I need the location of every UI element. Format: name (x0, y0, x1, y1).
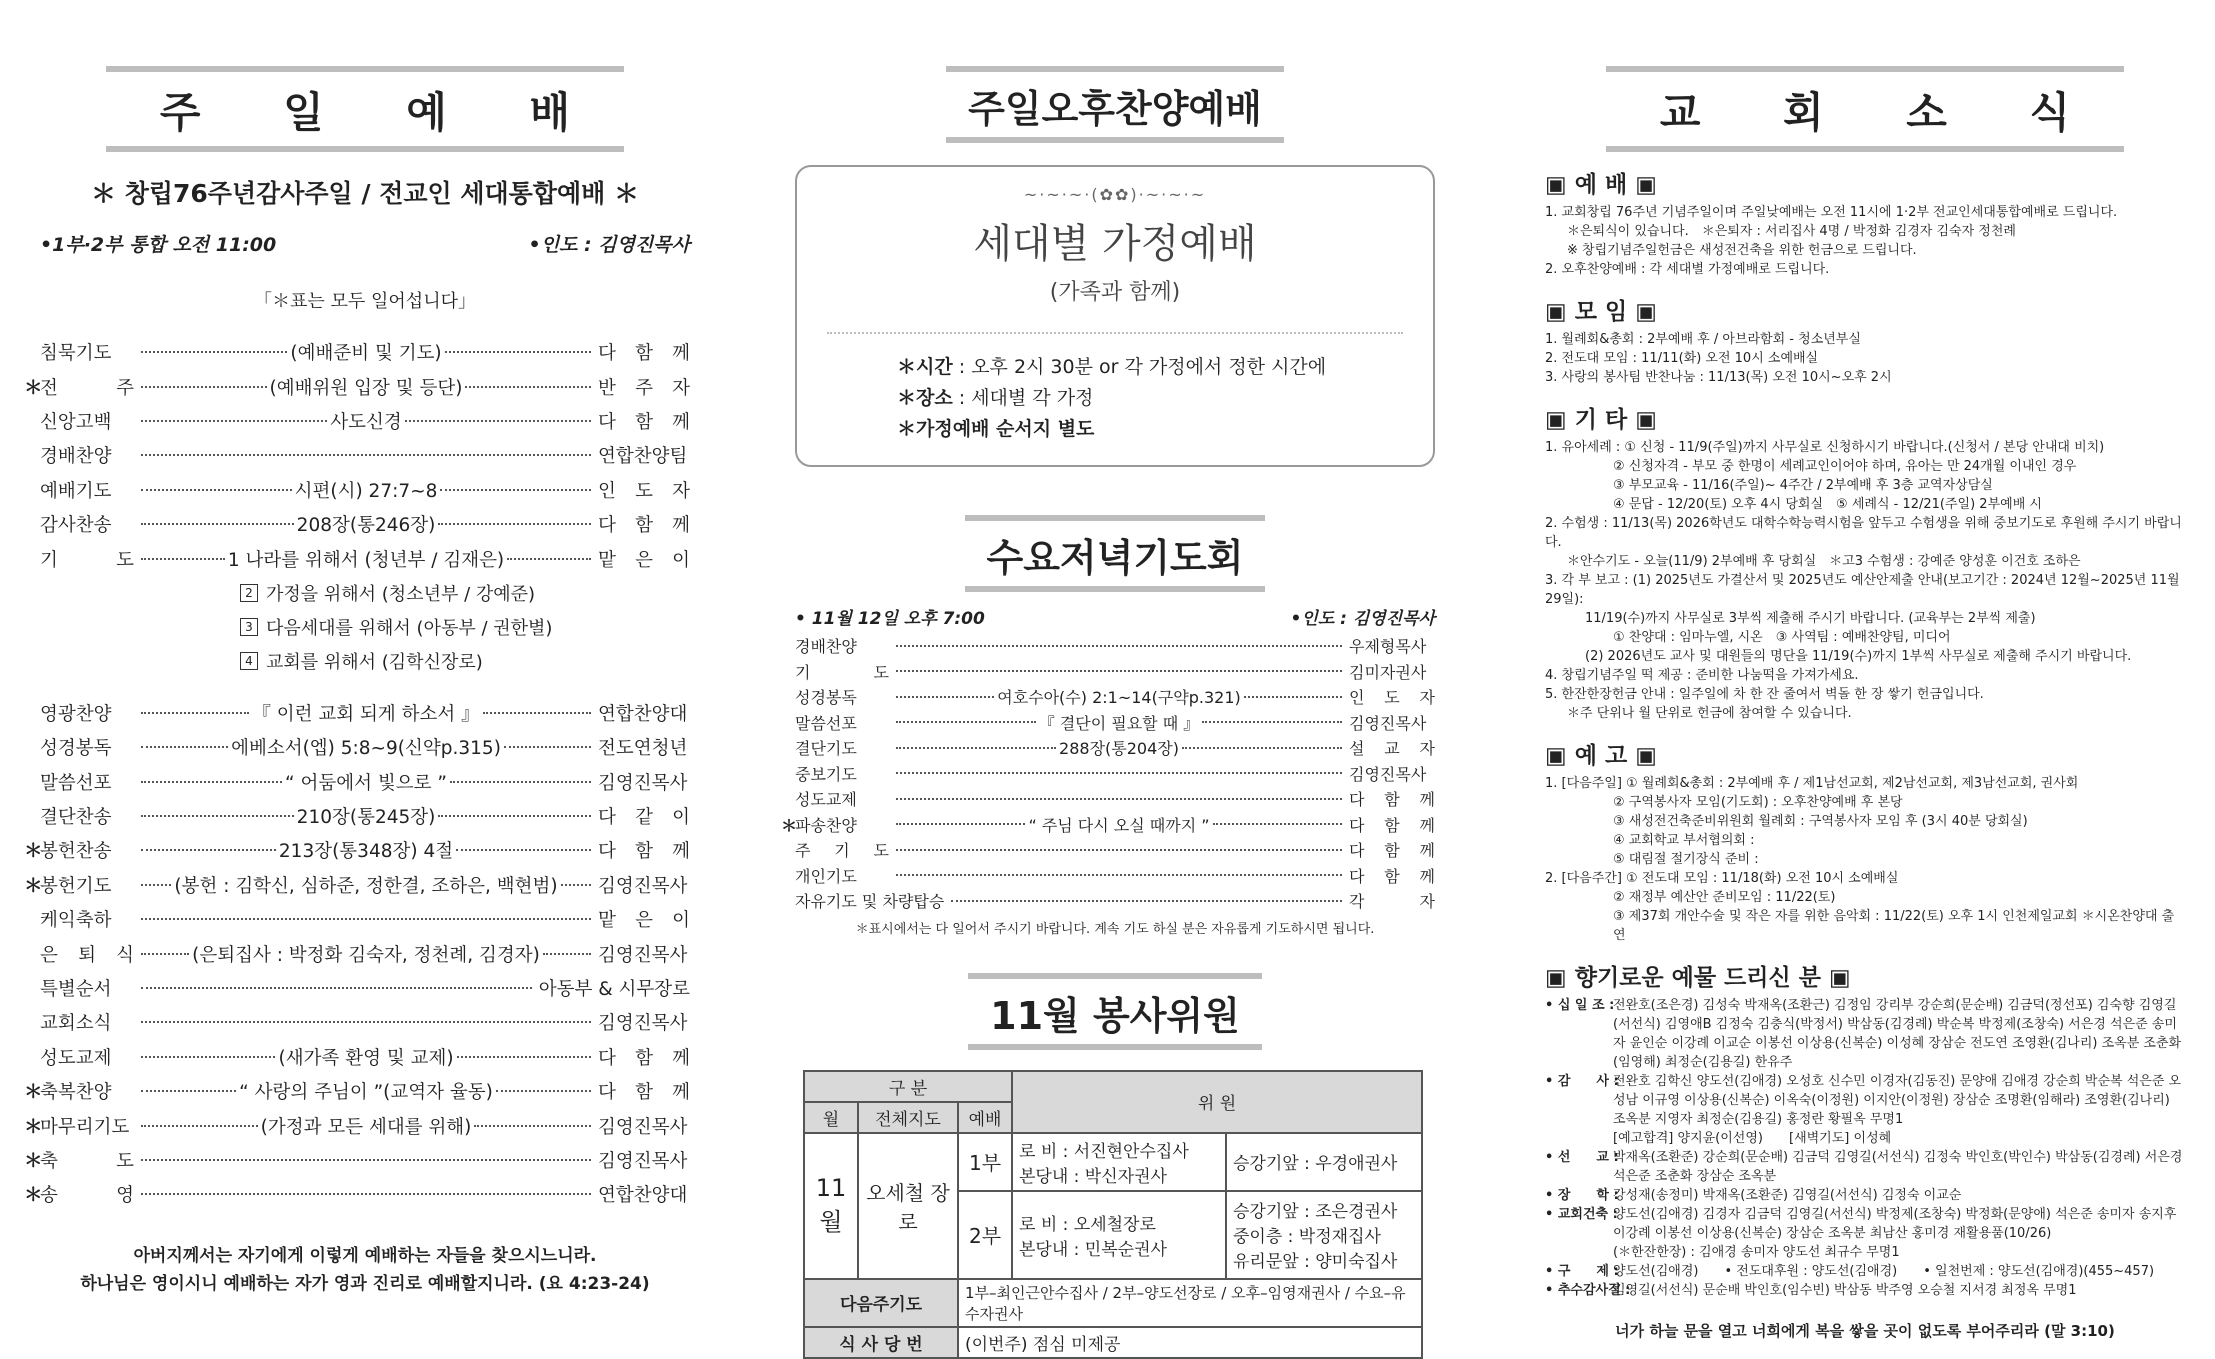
donor-row (1545, 1186, 2185, 1205)
order-row (40, 971, 690, 1005)
order-star: ＊ (24, 1185, 43, 1207)
scripture-footer: 아버지께서는 자기에게 이렇게 예배하는 자들을 찾으시느니라. 하나님은 영이시니 예배하는 자가 영과 진리로 예배할지니라. (요 4:23-24) (80, 1245, 650, 1294)
order-person: 설 교 자 (1349, 739, 1435, 759)
order-label: 주 기 도 (795, 841, 889, 861)
prayer-text: 다음세대를 위해서 (아동부 / 권한별) (266, 617, 553, 639)
order-row (40, 765, 690, 799)
notice-item: 4. 창립기념주일 떡 제공 : 준비한 나눔떡을 가져가세요. (1545, 668, 1859, 683)
order-label: 전 주 (40, 377, 134, 399)
order-leader-dots (138, 1078, 594, 1104)
donor-category: • 추수감사절 : (1545, 1283, 1631, 1298)
order-star: ＊ (24, 1082, 43, 1104)
offering-donors (1545, 996, 2185, 1300)
order-person: 연합찬양대 (598, 703, 688, 725)
order-label: 봉헌기도 (40, 875, 112, 897)
order-person: 맡 은 이 (598, 910, 690, 932)
order-content: (새가족 환영 및 교제) (278, 1047, 454, 1069)
order-leader-dots (138, 918, 594, 920)
order-label: 축복찬양 (40, 1082, 112, 1104)
order-content: (가정과 모든 세대를 위해) (260, 1116, 472, 1138)
order-leader-dots (138, 374, 594, 400)
order-leader-dots (893, 874, 1345, 876)
order-row (24, 1177, 690, 1211)
donor-row (1545, 1129, 2185, 1148)
order-leader-dots (893, 670, 1345, 672)
order-star: ＊ (781, 815, 798, 835)
order-content: 210장(통245장) (296, 807, 436, 829)
notice-item: 1. 월례회&총회 : 2부예배 후 / 아브라함회 - 청소년부실 (1545, 332, 1861, 347)
notice-item: 2. 수험생 : 11/13(목) 2026학년도 대학수학능력시험을 앞두고 수험생을 위해 중보기도로 후원해 주시기 바랍니다. (1545, 516, 2182, 550)
notice-item: 2. 전도대 모임 : 11/11(화) 오전 10시 소예배실 (1545, 351, 1819, 366)
order-label: 말씀선포 (795, 713, 857, 733)
order-person: 다 함 께 (598, 343, 690, 365)
section-meetings: ▣ 모 임 ▣ (1545, 299, 1657, 325)
wednesday-time: • 11월 12일 오후 7:00 (795, 609, 985, 629)
prayer-text: 가정을 위해서 (청소년부 / 강예준) (266, 583, 536, 605)
order-leader-dots (893, 685, 1345, 708)
order-leader-dots (138, 769, 594, 795)
donor-category: • 감 사 : (1545, 1074, 1619, 1089)
order-row (40, 438, 690, 472)
order-leader-dots (138, 339, 594, 365)
notice-item: 1. 유아세례 : ① 신청 - 11/9(주일)까지 사무실로 신청하시기 바랍니다.(신청서 / 본당 안내대 비치) (1545, 440, 2105, 455)
offering-footer: 너가 하늘 문을 열고 너희에게 복을 쌓을 곳이 없도록 부어주리라 (말 3:10) (1615, 1322, 2115, 1340)
donor-names: 김영길(서선식) 문순배 박인호(임수빈) 박삼동 박주영 오승철 지서경 최정옥 무명1 (1613, 1283, 2077, 1298)
order-star: ＊ (24, 875, 43, 897)
notice-item: ＊주 단위나 월 단위로 헌금에 참여할 수 있습니다. (1567, 706, 1852, 721)
order-leader-dots (138, 803, 594, 829)
order-row (40, 1040, 690, 1074)
order-leader-dots (138, 1044, 594, 1070)
order-label: 성경봉독 (795, 688, 857, 708)
order-content: (은퇴집사 : 박정화 김숙자, 정천례, 김경자) (192, 944, 540, 966)
order-person: 다 함 께 (598, 1047, 690, 1069)
order-label: 개인기도 (795, 866, 857, 886)
etc-notices (1545, 438, 2185, 723)
order-person: 맡 은 이 (598, 549, 690, 571)
order-star: ＊ (24, 841, 43, 863)
order-label: 봉헌찬송 (40, 841, 112, 863)
order-leader-dots (138, 1159, 594, 1161)
order-label: 마무리기도 (40, 1116, 130, 1138)
notice-item: ＊은퇴식이 있습니다. ＊은퇴자 : 서리집사 4명 / 박정화 김경자 김숙자 정천례 (1567, 224, 2016, 239)
order-content: “ 주님 다시 오실 때까지 ” (1028, 815, 1210, 835)
order-person: 반 주 자 (598, 377, 690, 399)
church-news-column (1545, 0, 2185, 1340)
order-row (40, 335, 690, 369)
order-star: ＊ (24, 1116, 43, 1138)
order-label: 침묵기도 (40, 343, 112, 365)
donor-category: • 구 제 : (1545, 1264, 1619, 1279)
order-row (40, 507, 690, 541)
prayer-number: 4 (240, 652, 258, 670)
service-leader: •인도 : 김영진목사 (528, 234, 690, 256)
order-leader-dots (138, 837, 594, 863)
order-content: 에베소서(엡) 5:8~9(신약p.315) (231, 738, 501, 760)
order-label: 예배기도 (40, 480, 112, 502)
order-row (24, 369, 690, 403)
order-leader-dots (138, 734, 594, 760)
donor-names: 전완호(조은경) 김성숙 박재옥(조환근) 김정임 강리부 강순희(문순배) 김금덕(정선포) 김숙향 김영길(서선식) 김영애B 김정숙 김충식(박정서) 박삼동(김경례) 박순복 박정제(조창숙) 서은경 석은준 송미자 윤인순 이강례 이교순 이봉선 이상용(신복순) 이성혜 장삼순 전도연 조영환(김나리) 조옥분 조춘화(임영해) 최정순(김용길) 한유주 (1613, 998, 2182, 1070)
family-worship-place: ＊장소 : 세대별 각 가정 (897, 387, 1094, 409)
donor-category: • 십 일 조 : (1545, 998, 1615, 1013)
order-person: 인 도 자 (598, 480, 690, 502)
sunday-service-column (24, 0, 690, 1294)
prayer-number: 2 (240, 584, 258, 602)
order-person: 다 함 께 (1349, 841, 1435, 861)
order-of-worship-part2 (24, 696, 690, 1212)
order-content: 『 이런 교회 되게 하소서 』 (252, 703, 480, 725)
notice-item: ③ 새성전건축준비위원회 월례회 : 구역봉사자 모임 후 (3시 40분 당회실) (1613, 814, 2028, 829)
service-time-row (40, 230, 690, 257)
order-content: 288장(통204장) (1059, 739, 1179, 759)
notice-item: 2. [다음주간] ① 전도대 모임 : 11/18(화) 오전 10시 소예배실 (1545, 871, 1899, 886)
wednesday-order (781, 633, 1435, 914)
donor-row (1545, 1243, 2185, 1262)
order-row (40, 473, 690, 507)
order-person: 전도연청년 (598, 738, 688, 760)
order-label: 신앙고백 (40, 411, 112, 433)
prayer-item (40, 576, 690, 610)
order-label: 중보기도 (795, 764, 857, 784)
notice-item: 1. 교회창립 76주년 기념주일이며 주일낮예배는 오전 11시에 1·2부 전교인세대통합예배로 드립니다. (1545, 205, 2118, 220)
order-leader-dots (893, 736, 1345, 759)
service-subtitle: ＊ 창립76주년감사주일 / 전교인 세대통합예배 ＊ (91, 179, 639, 208)
order-person: 김영진목사 (598, 944, 688, 966)
notice-item: ① 찬양대 : 임마누엘, 시온 ③ 사역팀 : 예배찬양팀, 미디어 (1613, 630, 1951, 645)
order-leader-dots (948, 900, 1345, 902)
notice-item: ⑤ 대림절 절기장식 준비 : (1613, 852, 1759, 867)
donor-row (1545, 996, 2185, 1072)
order-row (795, 863, 1435, 889)
order-label: 감사찬송 (40, 515, 112, 537)
church-news-title: 교 회 소 식 (1545, 66, 2185, 152)
order-row (40, 1005, 690, 1039)
order-label: 교회소식 (40, 1013, 112, 1035)
order-leader-dots (893, 711, 1345, 734)
notice-item: ④ 문답 - 12/20(토) 오후 4시 당회실 ⑤ 세례식 - 12/21(주일) 2부예배 시 (1613, 497, 2042, 512)
order-row (24, 1074, 690, 1108)
afternoon-column (781, 0, 1435, 1355)
order-leader-dots (893, 645, 1345, 647)
notice-item: 5. 한잔한장헌금 안내 : 일주일에 차 한 잔 줄여서 벽돌 한 장 쌓기 헌금입니다. (1545, 687, 1984, 702)
notice-item: 11/19(수)까지 사무실로 3부씩 제출해 주시기 바랍니다. (교육부는 2부씩 제출) (1585, 611, 2036, 626)
order-label: 결단찬송 (40, 807, 112, 829)
notice-item: ② 재정부 예산안 준비모임 : 11/22(토) (1613, 890, 1836, 905)
order-label: 경배찬양 (795, 637, 857, 657)
notice-item: ② 구역봉사자 모임(기도회) : 오후찬양예배 후 본당 (1613, 795, 1903, 810)
service-time: •1부·2부 통합 오전 11:00 (40, 234, 277, 256)
notice-item: ③ 제37회 개안수술 및 작은 자를 위한 음악회 : 11/22(토) 오후 1시 인천제일교회 ＊시온찬양대 출연 (1613, 909, 2175, 943)
order-leader-dots (138, 477, 594, 503)
order-leader-dots (893, 772, 1345, 774)
order-person: 김영진목사 (1349, 764, 1427, 784)
order-content: (봉헌 : 김학신, 심하준, 정한결, 조하은, 백현범) (174, 875, 558, 897)
worship-notices (1545, 203, 2185, 279)
order-content: 『 결단이 필요할 때 』 (1038, 713, 1200, 733)
order-person: 각 자 (1349, 892, 1435, 912)
notice-item: ④ 교회학교 부서협의회 : (1613, 833, 1755, 848)
order-person: 다 함 께 (1349, 815, 1435, 835)
donor-names: (＊한잔한장) : 김애경 송미자 양도선 최규수 무명1 (1613, 1245, 1900, 1260)
section-preview: ▣ 예 고 ▣ (1545, 743, 1657, 769)
service-committee-title: 11월 봉사위원 (795, 973, 1435, 1050)
order-row (24, 868, 690, 902)
donor-names: 박재옥(조환준) 강순희(문순배) 김금덕 김영길(서선식) 김정숙 박인호(박인수) 박삼동(김경례) 서은경 석은준 조춘화 장삼순 조옥분 (1613, 1150, 2183, 1184)
donor-category (1545, 1243, 1613, 1262)
order-person: 다 함 께 (598, 515, 690, 537)
donor-names: 양도선(김애경) 김경자 김금덕 김영길(서선식) 박정제(조창숙) 박정화(문양애) 석은준 송미자 송지후 이강례 이봉선 이상용(신복순) 장삼순 조옥분 최남산 홍미경 재활용품(10/26) (1613, 1207, 2177, 1241)
order-leader-dots (893, 813, 1345, 836)
order-leader-dots (138, 1193, 594, 1195)
prayer-number: 3 (240, 618, 258, 636)
order-leader-dots (893, 798, 1345, 800)
order-person: 우제형목사 (1349, 637, 1427, 657)
order-person: 인 도 자 (1349, 688, 1435, 708)
order-leader-dots (138, 700, 594, 726)
donor-names: 양도선(김애경) • 전도대후원 : 양도선(김애경) • 일천번제 : 양도선(김애경)(455~457) (1613, 1264, 2155, 1279)
order-row (795, 735, 1435, 761)
order-row (795, 761, 1435, 787)
order-row (24, 833, 690, 867)
donor-category: • 교회건축 : (1545, 1207, 1618, 1222)
order-content: 213장(통348장) 4절 (278, 841, 454, 863)
order-row (40, 902, 690, 936)
order-person: 연합찬양팀 (598, 446, 688, 468)
notice-item: (2) 2026년도 교사 및 대원들의 명단을 11/19(수)까지 1부씩 사무실로 제출해 주시기 바랍니다. (1585, 649, 2132, 664)
notice-item: 3. 사랑의 봉사팀 반찬나눔 : 11/13(목) 오전 10시~오후 2시 (1545, 370, 1892, 385)
order-label: 말씀선포 (40, 772, 112, 794)
order-person: 연합찬양대 (598, 1185, 688, 1207)
order-label: 축 도 (40, 1151, 134, 1172)
order-row (24, 1143, 690, 1177)
donor-row (1545, 1148, 2185, 1186)
order-row (795, 633, 1435, 659)
order-person: 다 함 께 (1349, 866, 1435, 886)
order-content: 사도신경 (330, 411, 402, 433)
order-person: 다 함 께 (598, 411, 690, 433)
afternoon-service-title: 주일오후찬양예배 (795, 66, 1435, 143)
donor-names: 강성재(송정미) 박재옥(조환준) 김영길(서선식) 김정숙 이교순 (1613, 1188, 1962, 1203)
notice-item: ※ 창립기념주일헌금은 새성전건축을 위한 헌금으로 드립니다. (1567, 243, 1917, 258)
family-worship-title: 세대별 가정예배 (973, 221, 1257, 267)
order-of-worship-part1 (24, 335, 690, 576)
family-worship-subtitle: (가족과 함께) (1049, 280, 1181, 305)
order-row (795, 659, 1435, 685)
donor-category: • 장 학 : (1545, 1188, 1619, 1203)
ornament-icon: ~·~·~·(✿✿)·~·~·~ (1023, 185, 1207, 204)
order-leader-dots (138, 546, 594, 572)
order-row (795, 837, 1435, 863)
order-leader-dots (893, 849, 1345, 851)
section-etc: ▣ 기 타 ▣ (1545, 407, 1657, 433)
order-leader-dots (138, 987, 535, 989)
meeting-notices (1545, 330, 2185, 387)
order-label: 기 도 (40, 549, 134, 571)
notice-item: ② 신청자격 - 부모 중 한명이 세례교인이어야 하며, 유아는 만 24개월 이내인 경우 (1613, 459, 2077, 474)
order-label: 경배찬양 (40, 446, 112, 468)
order-row (795, 684, 1435, 710)
order-row (781, 812, 1435, 838)
wednesday-note: ＊표시에서는 다 일어서 주시기 바랍니다. 계속 기도 하실 분은 자유롭게 기도하시면 됩니다. (855, 921, 1375, 937)
order-label: 기 도 (795, 662, 889, 682)
donor-names: [예고합격] 양지윤(이선영) [새벽기도] 이성혜 (1613, 1131, 1892, 1146)
order-row (40, 730, 690, 764)
family-worship-order-note: ＊가정예배 순서지 별도 (897, 418, 1095, 440)
order-row (24, 1108, 690, 1142)
order-person: 아동부 & 시무장로 (538, 979, 690, 1001)
order-star: ＊ (24, 1151, 43, 1172)
order-label: 특별순서 (40, 979, 112, 1001)
donor-names: 전완호 김학신 양도선(김애경) 오성호 신수민 이경자(김동진) 문양애 김애경 강순희 박순복 석은준 오성남 이규영 이상용(신복순) 이옥숙(이정원) 이지안(이정원) 장삼순 조명환(임해라) 조영환(김나리) 조옥분 지영자 최정순(김용길) 홍정란 황필옥 무명1 (1613, 1074, 2182, 1127)
donor-category: • 선 교 : (1545, 1150, 1619, 1165)
order-row (795, 710, 1435, 736)
sunday-service-title: 주 일 예 배 (40, 66, 690, 152)
order-leader-dots (138, 454, 594, 456)
family-worship-time: ＊시간 : 오후 2시 30분 or 각 가정에서 정한 시간에 (897, 356, 1327, 378)
order-leader-dots (138, 408, 594, 434)
notice-item: ＊안수기도 - 오늘(11/9) 2부예배 후 당회실 ＊고3 수험생 : 강예준 양성훈 이건호 조하은 (1567, 554, 2081, 569)
order-row (40, 404, 690, 438)
order-label: 은 퇴 식 (40, 944, 134, 966)
order-leader-dots (138, 872, 594, 898)
notice-item: 1. [다음주일] ① 월례회&총회 : 2부예배 후 / 제1남선교회, 제2남선교회, 제3남선교회, 권사회 (1545, 776, 2079, 791)
order-row (40, 696, 690, 730)
order-content: “ 어둠에서 빛으로 ” (285, 772, 447, 794)
order-row (40, 541, 690, 575)
order-person: 김영진목사 (598, 875, 688, 897)
order-person: 다 함 께 (598, 841, 690, 863)
wednesday-time-row (795, 604, 1435, 629)
order-leader-dots (138, 1021, 594, 1023)
order-label: 영광찬양 (40, 703, 112, 725)
order-person: 김영진목사 (598, 1151, 688, 1172)
order-content: 시편(시) 27:7~8 (294, 480, 438, 502)
order-label: 송 영 (40, 1185, 134, 1207)
order-label: 성도교제 (795, 790, 857, 810)
donor-row (1545, 1072, 2185, 1129)
order-content: “ 사랑의 주님이 ”(교역자 율동) (239, 1082, 493, 1104)
prayer-text: 교회를 위해서 (김학신장로) (266, 651, 483, 673)
notice-item: ③ 부모교육 - 11/16(주일)~ 4주간 / 2부예배 후 3층 교역자상담실 (1613, 478, 1993, 493)
order-person: 다 같 이 (598, 807, 690, 829)
order-row (40, 936, 690, 970)
standing-note: 「＊표는 모두 일어섭니다」 (254, 291, 476, 312)
order-leader-dots (138, 511, 594, 537)
notice-item: 3. 각 부 보고 : (1) 2025년도 가결산서 및 2025년도 예산안제출 안내(보고기간 : 2024년 12월~2025년 11월 29일): (1545, 573, 2180, 607)
prayer-item (40, 644, 690, 678)
order-content: 여호수아(수) 2:1~14(구약p.321) (997, 688, 1241, 708)
family-worship-box (795, 165, 1435, 467)
preview-notices (1545, 774, 2185, 945)
section-offerings: ▣ 향기로운 예물 드리신 분 ▣ (1545, 965, 1851, 991)
donor-row (1545, 1281, 2185, 1300)
order-label: 성도교제 (40, 1047, 112, 1069)
order-person: 김영진목사 (598, 772, 688, 794)
donor-row (1545, 1205, 2185, 1243)
order-row (40, 799, 690, 833)
prayer-list (40, 576, 690, 678)
order-label: 자유기도 및 차량탑승 (795, 892, 945, 912)
order-person: 김미자권사 (1349, 662, 1427, 682)
order-row (795, 888, 1435, 914)
prayer-item (40, 610, 690, 644)
order-person: 김영진목사 (598, 1013, 688, 1035)
order-content: (예배준비 및 기도) (290, 343, 442, 365)
order-content: 1 나라를 위해서 (청년부 / 김재은) (227, 549, 505, 571)
order-person: 김영진목사 (598, 1116, 688, 1138)
order-person: 다 함 께 (1349, 790, 1435, 810)
donor-category (1545, 1129, 1613, 1148)
order-leader-dots (138, 1113, 594, 1139)
order-label: 파송찬양 (795, 815, 857, 835)
wednesday-prayer-title: 수요저녁기도회 (795, 515, 1435, 592)
wednesday-leader: •인도 : 김영진목사 (1290, 609, 1435, 629)
order-star: ＊ (24, 377, 43, 399)
order-label: 결단기도 (795, 739, 857, 759)
order-label: 성경봉독 (40, 738, 112, 760)
service-committee-table: 구 분 위 원 월 전체지도 예배 11월 오세철 장로 1부 로 비 : 서진현안수집사 본당내 : 박신자권사 승강기앞 : 우경애권사 2부 로 비 : 오세철장로 본당내 : 민복순권사 승강기앞 : 조은경권사 중이층 : 박정재집사 유리문앞 : 양미숙집사 다음주기도 1부–최인근안수집사 / 2부–양도선장로 / 오후–임영재권사 / 수요–유수자권사 식 사 당 번 (이번주) 점심 미제공 (803, 1070, 1423, 1359)
notice-item: 2. 오후찬양예배 : 각 세대별 가정예배로 드립니다. (1545, 262, 1830, 277)
order-row (795, 786, 1435, 812)
section-worship: ▣ 예 배 ▣ (1545, 172, 1657, 198)
order-content: 208장(통246장) (296, 515, 436, 537)
order-person: 김영진목사 (1349, 713, 1427, 733)
order-label: 케익축하 (40, 910, 112, 932)
order-content: (예배위원 입장 및 등단) (269, 377, 463, 399)
order-leader-dots (138, 941, 594, 967)
order-person: 다 함 께 (598, 1082, 690, 1104)
donor-row (1545, 1262, 2185, 1281)
